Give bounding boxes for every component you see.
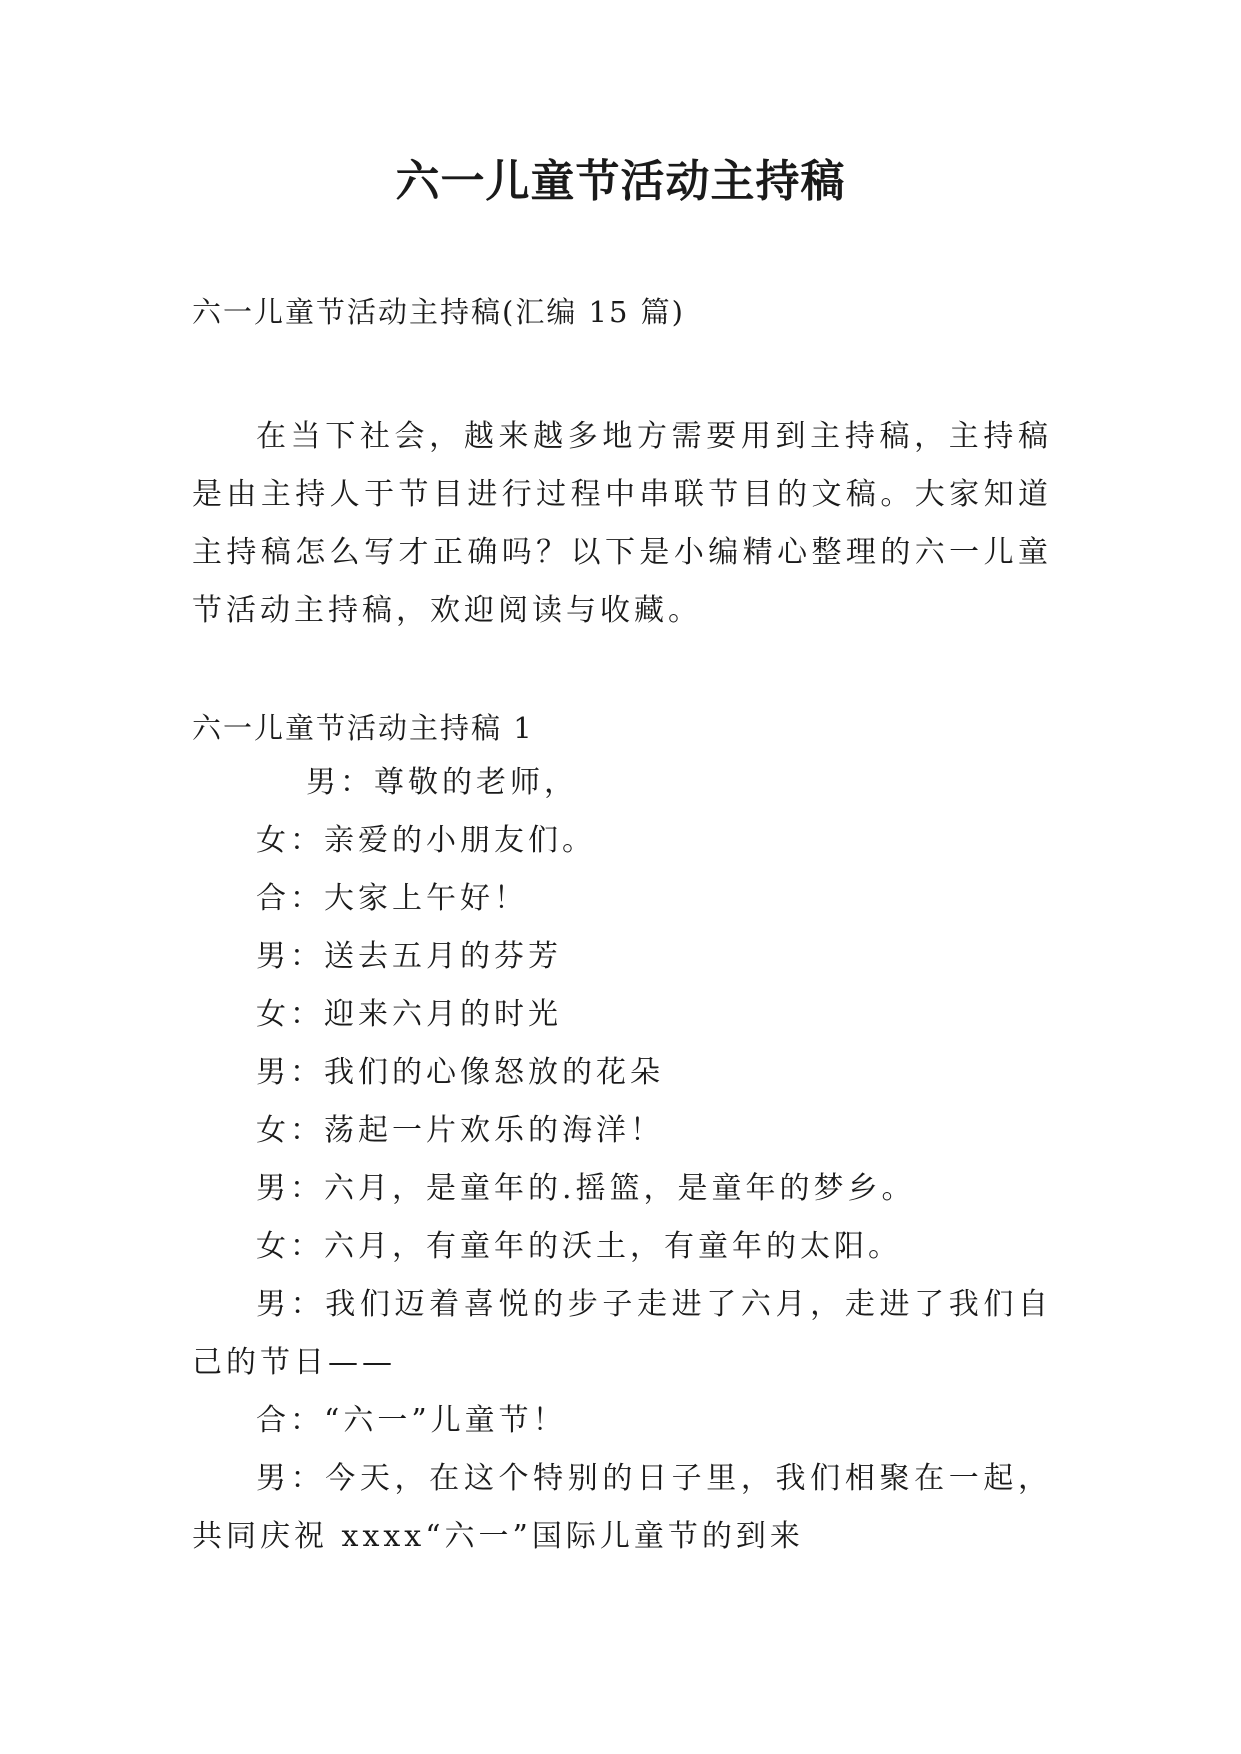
dialogue-block [192,754,1052,1566]
dialogue-line: 合：大家上午好！ [256,881,528,916]
dialogue-line: 女：荡起一片欢乐的海洋！ [256,1113,664,1148]
dialogue-line: 男：六月，是童年的.摇篮，是童年的梦乡。 [256,1171,916,1206]
dialogue-line: 男：今天，在这个特别的日子里，我们相聚在一起，共同庆祝 xxxx“六一”国际儿童节的到来 [192,1461,1052,1554]
dialogue-line: 男：尊敬的老师， [306,765,578,800]
dialogue-line: 男：送去五月的芬芳 [256,939,562,974]
dialogue-line: 合：“六一”儿童节！ [256,1403,567,1438]
dialogue-line: 女：亲爱的小朋友们。 [256,823,596,858]
dialogue-line: 男：我们迈着喜悦的步子走进了六月，走进了我们自己的节日—— [192,1287,1052,1380]
dialogue-line: 女：六月，有童年的沃土，有童年的太阳。 [256,1229,902,1264]
document-title: 六一儿童节活动主持稿 [395,156,846,207]
dialogue-line: 男：我们的心像怒放的花朵 [256,1055,664,1090]
section-title: 六一儿童节活动主持稿 1 [192,711,534,745]
intro-paragraph: 在当下社会，越来越多地方需要用到主持稿，主持稿是由主持人于节目进行过程中串联节目的文稿。大家知道主持稿怎么写才正确吗？以下是小编精心整理的六一儿童节活动主持稿，欢迎阅读与收藏。 [192,419,1052,628]
document-subtitle: 六一儿童节活动主持稿(汇编 15 篇) [192,295,685,329]
dialogue-line: 女：迎来六月的时光 [256,997,562,1032]
